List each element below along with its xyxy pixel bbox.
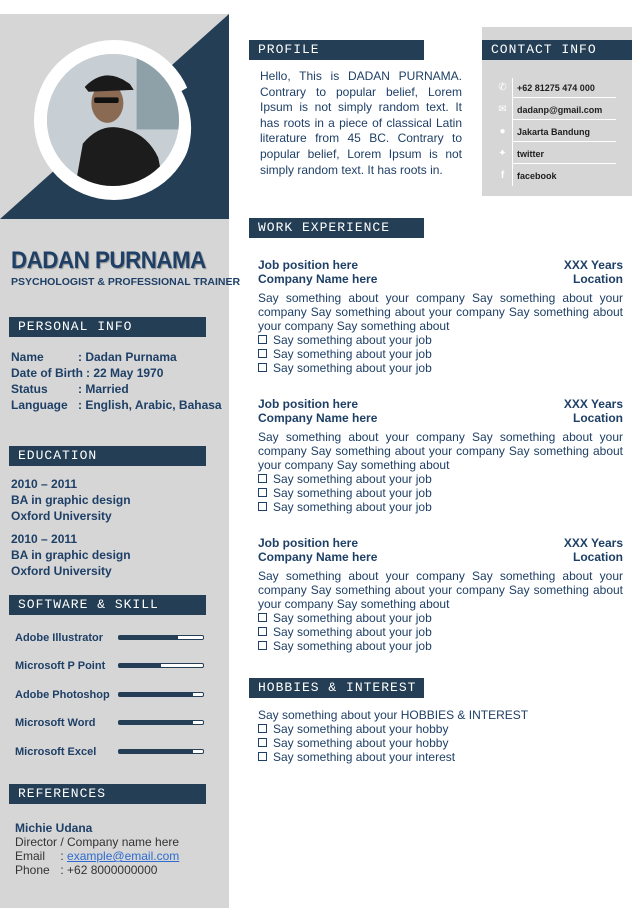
person-silhouette-icon (47, 54, 179, 186)
contact-facebook[interactable]: facebook (517, 171, 557, 181)
checkbox-icon (258, 738, 267, 747)
skill-label: Microsoft Word (15, 717, 96, 729)
hobby-bullet (258, 750, 455, 764)
job-bullet-text: Say something about your job (273, 625, 432, 639)
info-value: : English, Arabic, Bahasa (78, 398, 222, 412)
email-icon: ✉ (498, 104, 507, 115)
skill-bar-fill (119, 664, 161, 667)
person-name: DADAN PURNAMA (11, 247, 206, 274)
education-degree: BA in graphic design (11, 493, 131, 507)
info-key: Language (11, 398, 68, 412)
job-bullet-text: Say something about your job (273, 347, 432, 361)
job-description: Say something about your company Say something about your company Say something about your company Say something about your company Say something about (258, 291, 623, 334)
education-years: 2010 – 2011 (11, 532, 78, 546)
contact-location: Jakarta Bandung (517, 127, 591, 137)
hobby-bullet-text: Say something about your hobby (273, 722, 449, 736)
reference-email-link[interactable]: example@email.com (67, 849, 180, 863)
info-value: : Dadan Purnama (78, 350, 177, 364)
checkbox-icon (258, 641, 267, 650)
info-value: : 22 May 1970 (86, 366, 164, 380)
hobby-bullet (258, 722, 448, 736)
job-bullet (258, 333, 432, 347)
job-location: Location (573, 411, 623, 425)
contact-separator (512, 97, 616, 98)
checkbox-icon (258, 502, 267, 511)
hobby-bullet (258, 736, 448, 750)
checkbox-icon (258, 363, 267, 372)
info-value: : Married (78, 382, 129, 396)
hobby-bullet-text: Say something about your interest (273, 750, 456, 764)
work-experience-heading: WORK EXPERIENCE (249, 218, 424, 238)
reference-email-label: Email (15, 849, 46, 863)
skill-bar-fill (119, 750, 193, 753)
contact-separator (512, 141, 616, 142)
references-heading: REFERENCES (9, 784, 206, 804)
checkbox-icon (258, 724, 267, 733)
skill-bar (118, 720, 204, 725)
education-years: 2010 – 2011 (11, 477, 78, 491)
job-bullet (258, 472, 432, 486)
job-position: Job position here (258, 258, 359, 272)
skill-label: Adobe Illustrator (15, 632, 104, 644)
personal-info-heading: PERSONAL INFO (9, 317, 206, 337)
job-bullet-text: Say something about your job (273, 639, 432, 653)
hobby-bullet-text: Say something about your hobby (273, 736, 449, 750)
checkbox-icon (258, 488, 267, 497)
skill-bar (118, 663, 204, 668)
skill-bar (118, 692, 204, 697)
info-row-language (11, 398, 222, 412)
job-bullet-text: Say something about your job (273, 611, 432, 625)
info-row-name (11, 350, 177, 364)
education-heading: EDUCATION (9, 446, 206, 466)
job-location: Location (573, 272, 623, 286)
reference-email-row (15, 849, 179, 863)
profile-text: Hello, This is DADAN PURNAMA. Contrary to popular belief, Lorem Ipsum is not simply random text. It has roots in a piece of classical Latin literature from 45 BC. Contrary to popular belief, Lorem Ipsum is not simply random text. It has roots in. (260, 69, 462, 177)
contact-divider (512, 78, 513, 186)
location-icon: ● (499, 126, 506, 137)
checkbox-icon (258, 613, 267, 622)
job-bullet-text: Say something about your job (273, 500, 432, 514)
skill-bar-fill (119, 721, 193, 724)
reference-position: Director / Company name here (15, 835, 180, 849)
profile-heading: PROFILE (249, 40, 424, 60)
job-bullet (258, 639, 432, 653)
job-company: Company Name here (258, 550, 378, 564)
skill-bar (118, 749, 204, 754)
profile-photo (43, 50, 183, 190)
person-role: PSYCHOLOGIST & PROFESSIONAL TRAINER (11, 276, 241, 288)
reference-email-sep: : (60, 849, 64, 863)
job-bullet (258, 625, 432, 639)
info-key: Status (11, 382, 48, 396)
reference-name: Michie Udana (15, 821, 93, 835)
job-location: Location (573, 550, 623, 564)
job-position: Job position here (258, 536, 359, 550)
job-bullet (258, 611, 432, 625)
checkbox-icon (258, 349, 267, 358)
skill-label: Microsoft Excel (15, 746, 97, 758)
checkbox-icon (258, 752, 267, 761)
facebook-icon: f (500, 170, 505, 181)
contact-phone: +62 81275 474 000 (517, 83, 595, 93)
job-years: XXX Years (563, 397, 623, 411)
checkbox-icon (258, 627, 267, 636)
contact-separator (512, 163, 616, 164)
job-years: XXX Years (563, 536, 623, 550)
job-company: Company Name here (258, 272, 378, 286)
skill-label: Adobe Photoshop (15, 689, 110, 701)
contact-twitter[interactable]: twitter (517, 149, 544, 159)
info-row-status (11, 382, 129, 396)
info-key: Name (11, 350, 44, 364)
job-description: Say something about your company Say something about your company Say something about your company Say something about your company Say something about (258, 569, 623, 612)
hobbies-heading: HOBBIES & INTEREST (249, 678, 424, 698)
phone-icon: ✆ (498, 82, 507, 93)
contact-separator (512, 119, 616, 120)
job-bullet-text: Say something about your job (273, 333, 432, 347)
education-school: Oxford University (11, 564, 112, 578)
skill-bar (118, 635, 204, 640)
checkbox-icon (258, 335, 267, 344)
skill-bar-fill (119, 636, 178, 639)
job-bullet-text: Say something about your job (273, 486, 432, 500)
skills-heading: SOFTWARE & SKILL (9, 595, 206, 615)
info-row-dob (11, 366, 163, 380)
job-bullet (258, 500, 432, 514)
job-bullet-text: Say something about your job (273, 472, 432, 486)
checkbox-icon (258, 474, 267, 483)
info-key: Date of Birth (11, 366, 83, 380)
contact-email: dadanp@gmail.com (517, 105, 603, 115)
skill-label: Microsoft P Point (15, 660, 106, 672)
job-bullet-text: Say something about your job (273, 361, 432, 375)
twitter-icon: ✦ (498, 148, 507, 159)
education-school: Oxford University (11, 509, 112, 523)
skill-bar-fill (119, 693, 193, 696)
job-bullet (258, 486, 432, 500)
job-bullet (258, 361, 432, 375)
job-position: Job position here (258, 397, 359, 411)
job-company: Company Name here (258, 411, 378, 425)
contact-heading: CONTACT INFO (482, 40, 632, 60)
reference-phone-row (15, 863, 157, 877)
job-description: Say something about your company Say something about your company Say something about your company Say something about your company Say something about (258, 430, 623, 473)
job-years: XXX Years (563, 258, 623, 272)
reference-phone-label: Phone (15, 863, 50, 877)
reference-phone: : +62 8000000000 (60, 863, 158, 877)
job-bullet (258, 347, 432, 361)
hobbies-intro: Say something about your HOBBIES & INTEREST (258, 708, 529, 722)
education-degree: BA in graphic design (11, 548, 131, 562)
